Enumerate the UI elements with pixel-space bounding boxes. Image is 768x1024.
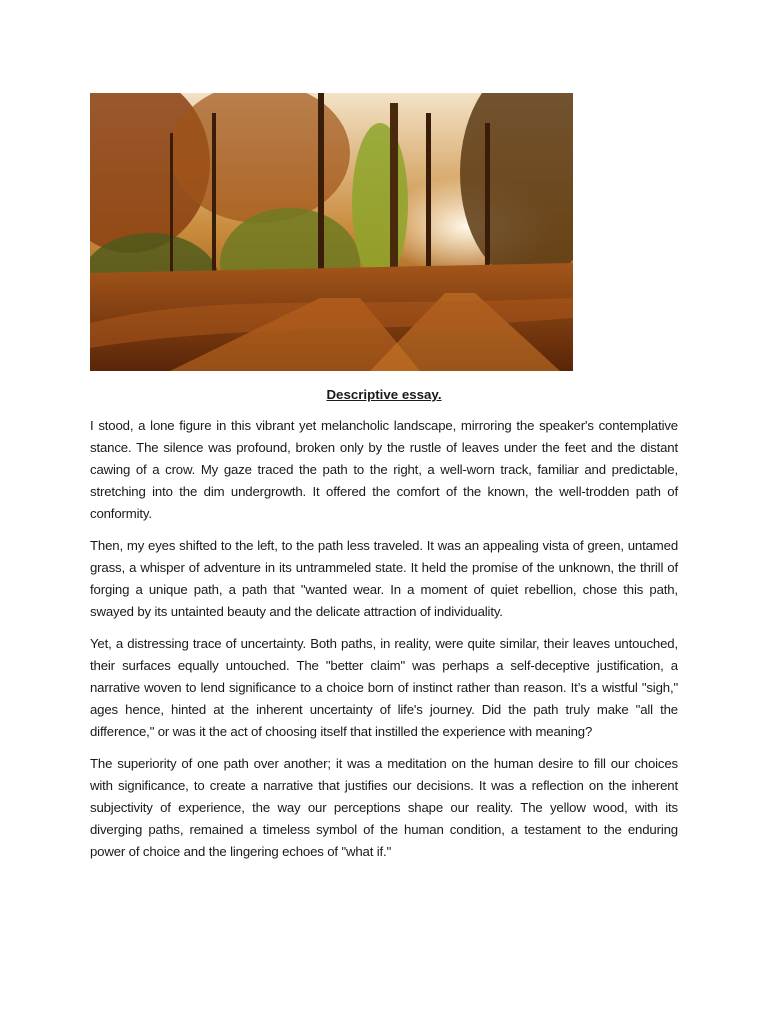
essay-paragraph-2: Then, my eyes shifted to the left, to the path less traveled. It was an appealing vista of green, untamed grass, a whisper of adventure in its untrammeled state. It held the promise of the unknown, the thrill of forging a unique path, a path that "wanted wear. In a moment of quiet rebellion, chose this path, swayed by its untainted beauty and the delicate attraction of individuality. — [90, 538, 678, 619]
essay-paragraph-3: Yet, a distressing trace of uncertainty. Both paths, in reality, were quite similar, their leaves untouched, their surfaces equally untouched. The "better claim" was perhaps a self-deceptive justification, a narrative woven to lend significance to a choice born of instinct rather than reason. It’s a wistful "sigh," ages hence, hinted at the inherent uncertainty of life's journey. Did the path truly make "all the difference," or was it the act of choosing itself that instilled the experience with meaning? — [90, 636, 678, 739]
essay-paragraph-4: The superiority of one path over another; it was a meditation on the human desire to fill our choices with significance, to create a narrative that justifies our decisions. It was a reflection on the inherent subjectivity of experience, the way our perceptions shape our reality. The yellow wood, with its diverging paths, remained a timeless symbol of the human condition, a testament to the enduring power of choice and the lingering echoes of "what if." — [90, 756, 678, 859]
essay-title: Descriptive essay. — [326, 387, 442, 402]
essay-body — [90, 415, 678, 873]
forest-path-illustration — [90, 93, 573, 371]
autumn-forest-path-photo — [90, 93, 573, 371]
essay-paragraph-1: I stood, a lone figure in this vibrant yet melancholic landscape, mirroring the speaker's contemplative stance. The silence was profound, broken only by the rustle of leaves under the feet and the distant cawing of a crow. My gaze traced the path to the right, a well-worn track, familiar and predictable, stretching into the dim undergrowth. It offered the comfort of the known, the well-trodden path of conformity. — [90, 418, 678, 521]
